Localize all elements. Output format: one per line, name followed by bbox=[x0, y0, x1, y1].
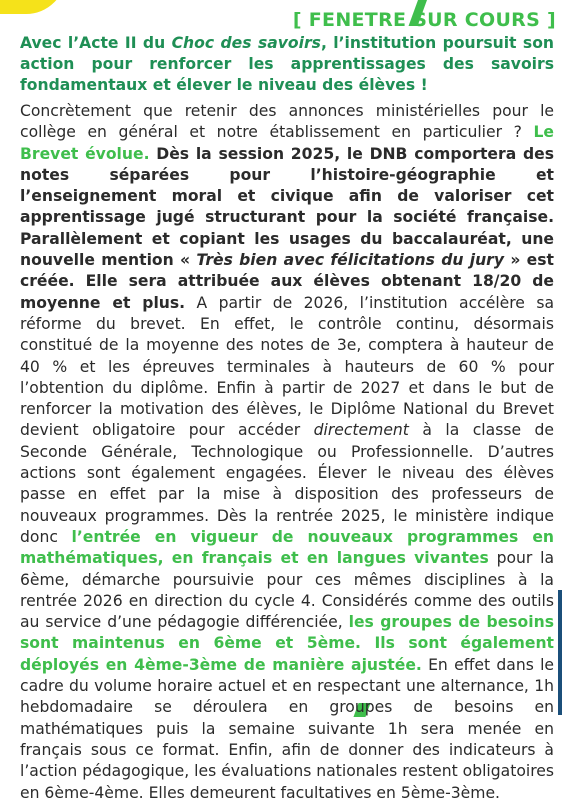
highlight-groupes: les groupes de besoins sont maintenus en 6ème et 5ème. Ils sont également déployés en 4ème-3ème de manière ajustée. bbox=[20, 613, 554, 674]
body-text-4: pour la 6ème, démarche poursuivie pour ces mêmes disciplines à la rentrée 2026 en direction du cycle 4. Considérés comme des outils au service d’une pédagogie différenciée, bbox=[20, 549, 554, 632]
body-text-2: A partir de 2026, l’institution accélère sa réforme du brevet. En effet, le contrôle continu, désormais constitué de la moyenne des notes de 3e, comptera à hauteur de 40 % et les épreuves terminales à hauteurs de 60 % pour l’obtention du diplôme. Enfin à partir de 2027 et dans le but de renforcer la motivation des élèves, le Diplôme National du Brevet devient obligatoire pour accéder bbox=[20, 293, 554, 440]
body-text-3: à la classe de Seconde Générale, Technologique ou Professionnelle. D’autres actions sont également engagées. Élever le niveau des élèves passe en effet par la mise à disposition des professeurs de nouveaux programmes. Dès la rentrée 2025, le ministère indique donc bbox=[20, 421, 554, 546]
italic-directement: directement bbox=[313, 421, 409, 440]
bold-text-1: Dès la session 2025, le DNB comportera des notes séparées pour l’histoire-géographie et l’enseignement moral et civique afin de valoriser cet apprentissage jugé structurant pour la société française. Parallèlement et copiant les usages du baccalauréat, une nouvelle mention « bbox=[20, 144, 554, 270]
body-text-1: Concrètement que retenir des annonces ministérielles pour le collège en général et notre établissement en particulier ? bbox=[20, 102, 554, 142]
body-text-5: En effet dans le cadre du volume horaire actuel et en respectant une alternance, 1h hebdomadaire se déroulera en groupes de besoins en mathématiques puis la semaine suivante 1h sera menée en français sous ce format. Enfin, afin de donner des indicateurs à l’action pédagogique, les évaluations nationales restent obligatoires en 6ème-4ème. Elles demeurent facultatives en 5ème-3ème. bbox=[20, 655, 554, 802]
navy-side-bar bbox=[558, 590, 562, 715]
highlight-programmes: l’entrée en vigueur de nouveaux programmes en mathématiques, en français et en langues vivantes bbox=[20, 527, 555, 568]
body-paragraph bbox=[20, 101, 554, 804]
highlight-brevet: Le Brevet évolue. bbox=[20, 123, 554, 163]
intro-italic-title: Choc des savoirs bbox=[171, 34, 321, 52]
intro-text-2: , l’institution poursuit son action pour renforcer les apprentissages des savoirs fondamentaux et élever le niveau des élèves ! bbox=[20, 34, 555, 94]
section-heading: [ FENETRE SUR COURS ] bbox=[292, 9, 556, 31]
bold-italic-mention: Très bien avec félicitations du jury bbox=[196, 251, 505, 270]
yellow-corner-decoration bbox=[0, 0, 66, 14]
bold-text-2: » est créée. Elle sera attribuée aux élèves obtenant 18/20 de moyenne et plus. bbox=[20, 251, 554, 312]
intro-paragraph bbox=[20, 33, 554, 96]
intro-text-1: Avec l’Acte II du bbox=[20, 34, 172, 52]
